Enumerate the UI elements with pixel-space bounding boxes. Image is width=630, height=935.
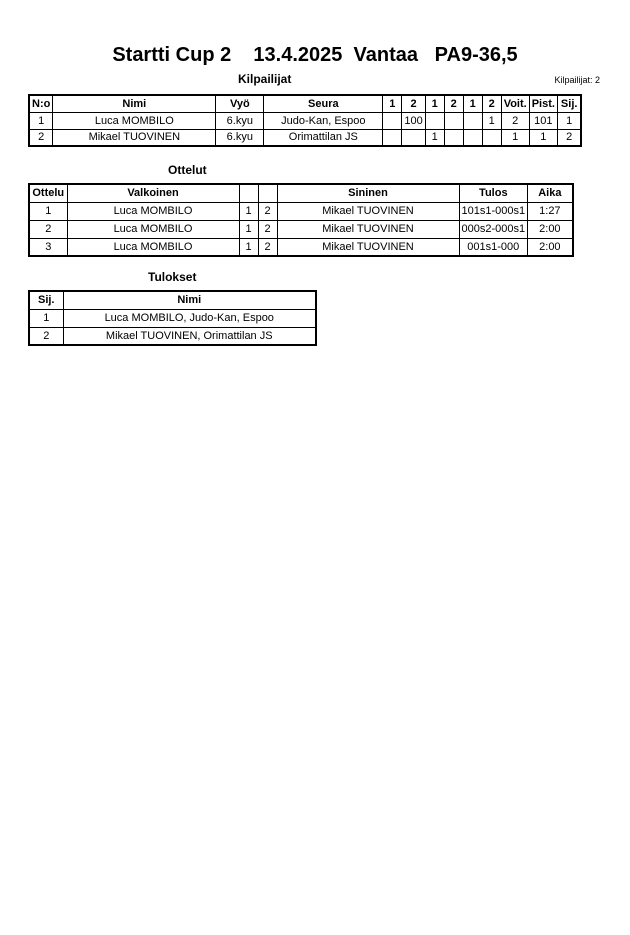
- cell-name: Mikael TUOVINEN, Orimattilan JS: [63, 327, 316, 345]
- cell-white-name: Luca MOMBILO: [67, 238, 239, 256]
- cell-wins: 1: [501, 129, 529, 146]
- cell-white-no: 1: [239, 202, 258, 220]
- cell-score-4: [444, 112, 463, 129]
- matches-header-row: [29, 184, 573, 202]
- competitors-header-row: [29, 95, 581, 112]
- cell-score-1: [383, 129, 402, 146]
- col-header-name: Nimi: [63, 291, 316, 309]
- cell-score-4: [444, 129, 463, 146]
- col-header-result: Tulos: [459, 184, 528, 202]
- cell-match-no: 3: [29, 238, 67, 256]
- col-header-score-5: 1: [463, 95, 482, 112]
- cell-result: 001s1-000: [459, 238, 528, 256]
- cell-belt: 6.kyu: [216, 112, 264, 129]
- results-header-row: [29, 291, 316, 309]
- cell-no: 2: [29, 129, 53, 146]
- col-header-points: Pist.: [529, 95, 557, 112]
- result-row: [29, 327, 316, 345]
- page-title: Startti Cup 2 13.4.2025 Vantaa PA9-36,5: [112, 44, 518, 66]
- cell-no: 1: [29, 112, 53, 129]
- col-header-club: Seura: [264, 95, 383, 112]
- matches-heading: Ottelut: [168, 163, 207, 177]
- col-header-place: Sij.: [29, 291, 63, 309]
- cell-match-no: 2: [29, 220, 67, 238]
- cell-place: 1: [29, 309, 63, 327]
- results-table: [28, 290, 317, 346]
- competitors-table: [28, 94, 582, 147]
- cell-score-5: [463, 129, 482, 146]
- cell-blue-no: 2: [258, 238, 277, 256]
- col-header-blue: Sininen: [277, 184, 459, 202]
- cell-white-name: Luca MOMBILO: [67, 202, 239, 220]
- cell-time: 2:00: [528, 238, 573, 256]
- col-header-time: Aika: [528, 184, 573, 202]
- match-row: [29, 202, 573, 220]
- cell-result: 101s1-000s1: [459, 202, 528, 220]
- cell-points: 101: [529, 112, 557, 129]
- col-header-score-4: 2: [444, 95, 463, 112]
- cell-club: Judo-Kan, Espoo: [264, 112, 383, 129]
- results-page: [0, 44, 630, 346]
- result-row: [29, 309, 316, 327]
- col-header-score-2: 2: [402, 95, 425, 112]
- cell-score-6: [482, 129, 501, 146]
- cell-time: 2:00: [528, 220, 573, 238]
- cell-score-2: [402, 129, 425, 146]
- col-header-score-3: 1: [425, 95, 444, 112]
- cell-name: Luca MOMBILO, Judo-Kan, Espoo: [63, 309, 316, 327]
- cell-club: Orimattilan JS: [264, 129, 383, 146]
- cell-score-1: [383, 112, 402, 129]
- cell-match-no: 1: [29, 202, 67, 220]
- competitor-row: [29, 112, 581, 129]
- col-header-belt: Vyö: [216, 95, 264, 112]
- cell-score-6: 1: [482, 112, 501, 129]
- col-header-wins: Voit.: [501, 95, 529, 112]
- col-header-score-6: 2: [482, 95, 501, 112]
- col-header-match: Ottelu: [29, 184, 67, 202]
- cell-score-5: [463, 112, 482, 129]
- cell-blue-no: 2: [258, 220, 277, 238]
- cell-belt: 6.kyu: [216, 129, 264, 146]
- col-header-name: Nimi: [53, 95, 216, 112]
- col-header-score-1: 1: [383, 95, 402, 112]
- competitors-heading: Kilpailijat: [238, 72, 292, 86]
- cell-blue-name: Mikael TUOVINEN: [277, 238, 459, 256]
- cell-white-name: Luca MOMBILO: [67, 220, 239, 238]
- cell-name: Mikael TUOVINEN: [53, 129, 216, 146]
- cell-name: Luca MOMBILO: [53, 112, 216, 129]
- col-header-place: Sij.: [557, 95, 581, 112]
- col-header-white-no: [239, 184, 258, 202]
- competitors-count-label: Kilpailijat: 2: [554, 75, 600, 85]
- match-row: [29, 238, 573, 256]
- cell-time: 1:27: [528, 202, 573, 220]
- cell-result: 000s2-000s1: [459, 220, 528, 238]
- cell-points: 1: [529, 129, 557, 146]
- cell-blue-no: 2: [258, 202, 277, 220]
- col-header-no: N:o: [29, 95, 53, 112]
- col-header-white: Valkoinen: [67, 184, 239, 202]
- cell-white-no: 1: [239, 238, 258, 256]
- competitors-section-header: [0, 72, 630, 86]
- matches-table: [28, 183, 574, 257]
- cell-score-3: [425, 112, 444, 129]
- match-row: [29, 220, 573, 238]
- cell-score-3: 1: [425, 129, 444, 146]
- cell-blue-name: Mikael TUOVINEN: [277, 220, 459, 238]
- cell-blue-name: Mikael TUOVINEN: [277, 202, 459, 220]
- cell-place: 2: [557, 129, 581, 146]
- cell-score-2: 100: [402, 112, 425, 129]
- cell-wins: 2: [501, 112, 529, 129]
- col-header-blue-no: [258, 184, 277, 202]
- competitor-row: [29, 129, 581, 146]
- cell-white-no: 1: [239, 220, 258, 238]
- results-heading: Tulokset: [148, 270, 197, 284]
- cell-place: 1: [557, 112, 581, 129]
- cell-place: 2: [29, 327, 63, 345]
